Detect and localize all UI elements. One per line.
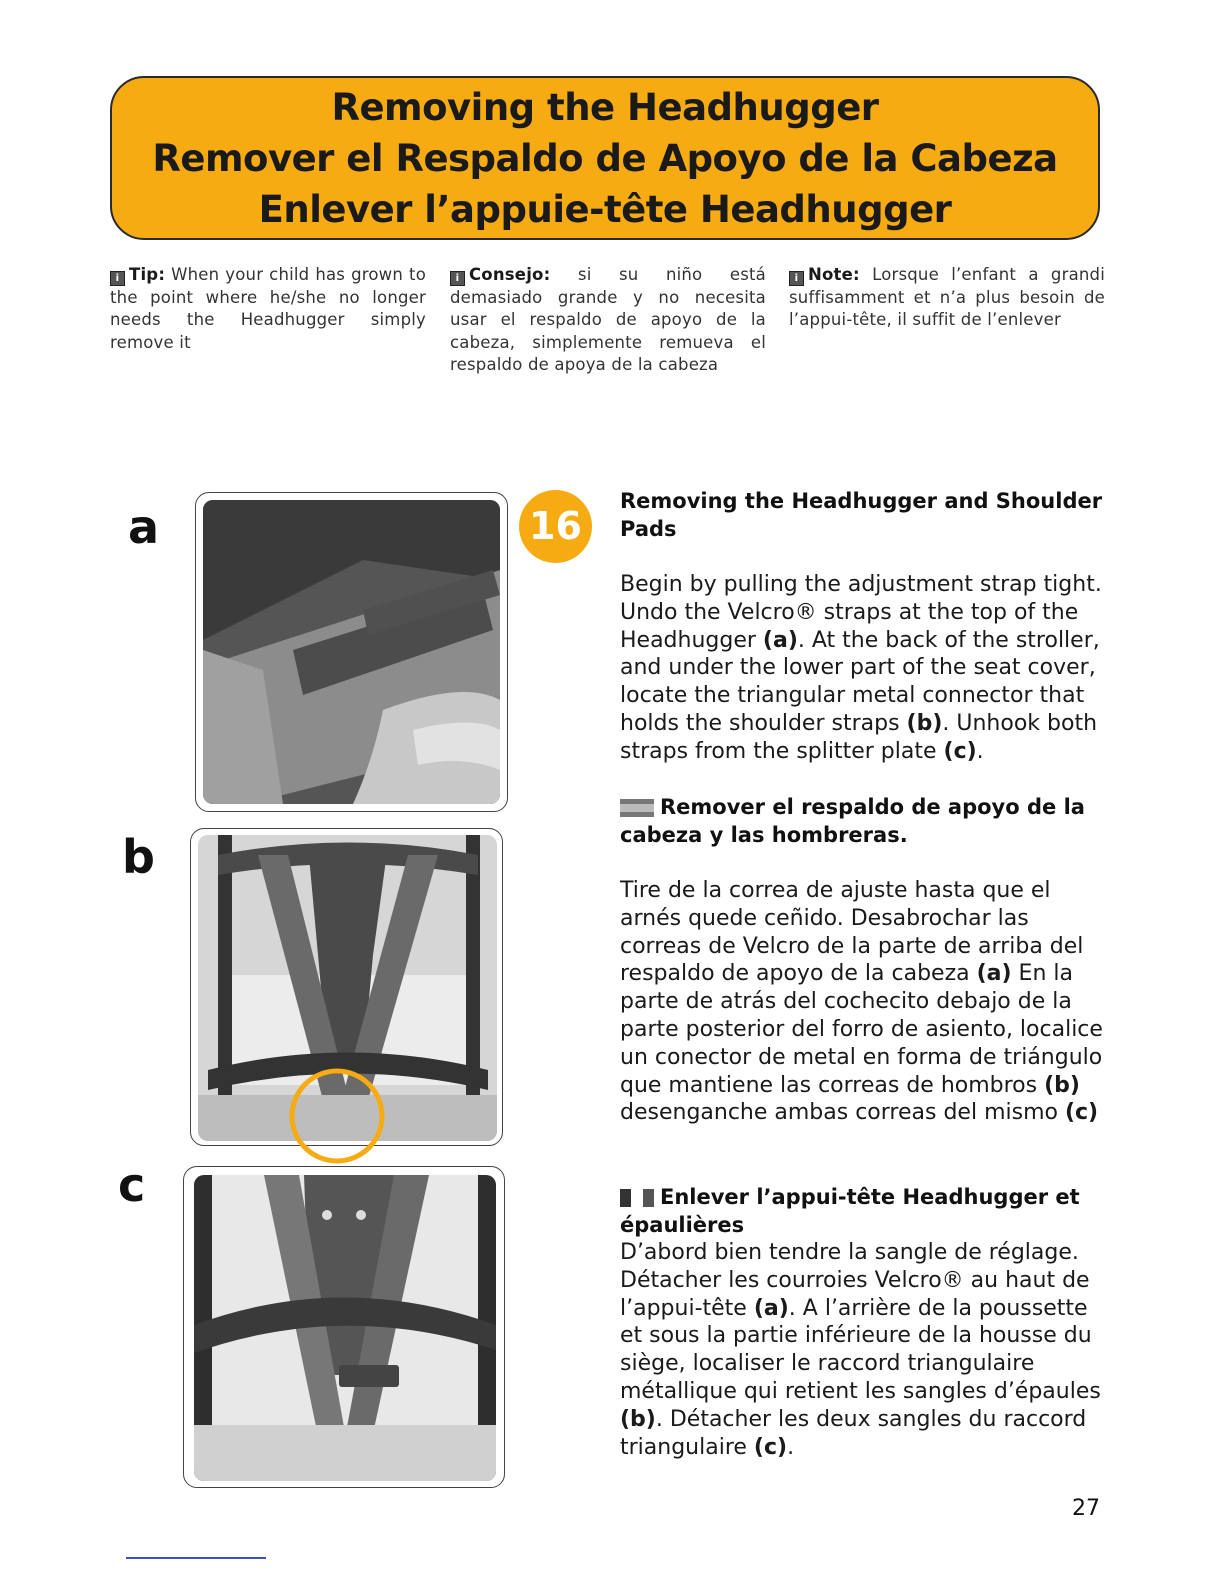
title-spanish: Remover el Respaldo de Apoyo de la Cabeza: [152, 136, 1058, 180]
highlight-circle: [287, 1066, 387, 1166]
title-french: Enlever l’appuie-tête Headhugger: [258, 187, 952, 231]
heading-spanish: Remover el respaldo de apoyo de la cabeza y las hombreras.: [620, 795, 1085, 847]
headhugger-velcro-illustration: [203, 500, 500, 804]
step-number-badge: 16: [519, 490, 592, 563]
tip-spanish: i Consejo: si su niño está demasiado grande y no necesita usar el respaldo de apoyo de la cabeza, simplemente remueva el respaldo de apoya de la cabeza: [450, 265, 766, 374]
french-flag-icon: [620, 1189, 654, 1207]
info-icon: i: [789, 271, 804, 286]
title-banner: [110, 76, 1100, 240]
heading-french: Enlever l’appui-tête Headhugger et épaulières: [620, 1185, 1080, 1237]
page-number: 27: [1072, 1496, 1100, 1521]
title-english: Removing the Headhugger: [331, 85, 879, 129]
photo-a-headhugger-velcro: [195, 492, 508, 812]
photo-label-b: b: [122, 830, 155, 884]
instructions-english: [620, 488, 1110, 766]
photo-label-c: c: [118, 1158, 146, 1212]
tip-french: i Note: Lorsque l’enfant a grandi suffisamment et n’a plus besoin de l’appui-tête, il suffit de l’enlever: [789, 265, 1105, 329]
footer-rule: [126, 1557, 266, 1559]
instructions-french: [620, 1184, 1110, 1461]
heading-english: Removing the Headhugger and Shoulder Pads: [620, 489, 1103, 541]
body-spanish: Tire de la correa de ajuste hasta que el arnés quede ceñido. Desabrochar las correas de Velcro de la parte de arriba del respaldo de apoyo de la cabeza (a) En la parte de atrás del cochecito debajo de la parte posterior del forro de asiento, localice un conector de metal en forma de triángulo que mantiene las correas de hombros (b) desenganche ambas correas del mismo (c): [620, 878, 1103, 1126]
instructions-spanish: [620, 794, 1110, 1127]
body-english: Begin by pulling the adjustment strap tight. Undo the Velcro® straps at the top of the Headhugger (a). At the back of the stroller, and under the lower part of the seat cover, locate the triangular metal connector that holds the shoulder straps (b). Unhook both straps from the splitter plate (c).: [620, 572, 1102, 764]
photo-label-a: a: [128, 500, 160, 554]
tip-english: i Tip: When your child has grown to the point where he/she no longer needs the Headhugger simply remove it: [110, 265, 426, 352]
info-icon: i: [110, 271, 125, 286]
photo-c-splitter-plate: [183, 1166, 505, 1488]
body-french: D’abord bien tendre la sangle de réglage. Détacher les courroies Velcro® au haut de l’appui-tête (a). A l’arrière de la poussette et sous la partie inférieure de la housse du siège, localiser le raccord triangulaire métallique qui retient les sangles d’épaules (b). Détacher les deux sangles du raccord triangulaire (c).: [620, 1240, 1101, 1460]
splitter-plate-illustration: [194, 1175, 496, 1481]
info-icon: i: [450, 271, 465, 286]
spanish-flag-icon: [620, 799, 654, 817]
